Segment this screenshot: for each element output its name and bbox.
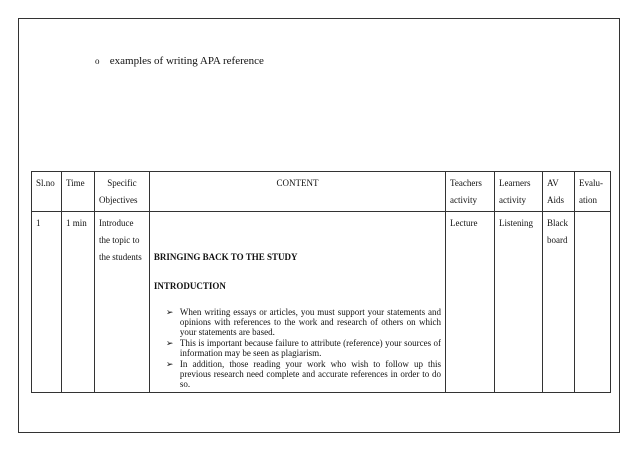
header-teachers-activity: Teachers activity xyxy=(446,172,495,212)
circle-bullet-icon: o xyxy=(95,56,100,66)
cell-content xyxy=(149,212,445,393)
list-item: ➢ When writing essays or articles, you must support your statements and opinions with references to the work and research of others on which your statements are based. xyxy=(165,307,442,337)
content-heading-study: BRINGING BACK TO THE STUDY xyxy=(153,252,298,262)
header-content: CONTENT xyxy=(149,172,445,212)
content-heading-introduction: INTRODUCTION xyxy=(153,281,226,291)
cell-time: 1 min xyxy=(61,212,94,393)
cell-av-aids: Black board xyxy=(542,212,574,393)
arrow-bullet-icon: ➢ xyxy=(165,359,174,369)
header-learners-activity: Learners activity xyxy=(495,172,543,212)
arrow-bullet-icon: ➢ xyxy=(165,307,174,317)
cell-objectives: Introduce the topic to the students xyxy=(94,212,149,393)
content-bullet-list xyxy=(154,307,441,389)
cell-teachers-activity: Lecture xyxy=(446,212,495,393)
cell-evaluation xyxy=(574,212,610,393)
list-item: ➢ This is important because failure to attribute (reference) your sources of information may be seen as plagiarism. xyxy=(165,338,442,358)
reference-example-text: examples of writing APA reference xyxy=(109,55,264,67)
reference-example-item xyxy=(95,55,264,67)
header-objectives: Specific Objectives xyxy=(94,172,149,212)
table-header-row xyxy=(32,172,611,212)
cell-learners-activity: Listening xyxy=(495,212,543,393)
header-av-aids: AV Aids xyxy=(542,172,574,212)
list-item: ➢ In addition, those reading your work who wish to follow up this previous research need complete and accurate references in order to do so. xyxy=(165,359,442,389)
arrow-bullet-icon: ➢ xyxy=(165,338,174,348)
lesson-plan-table xyxy=(31,171,611,393)
header-slno: Sl.no xyxy=(32,172,62,212)
cell-slno: 1 xyxy=(32,212,62,393)
table-row xyxy=(32,212,611,393)
header-time: Time xyxy=(61,172,94,212)
header-evaluation: Evalu- ation xyxy=(574,172,610,212)
